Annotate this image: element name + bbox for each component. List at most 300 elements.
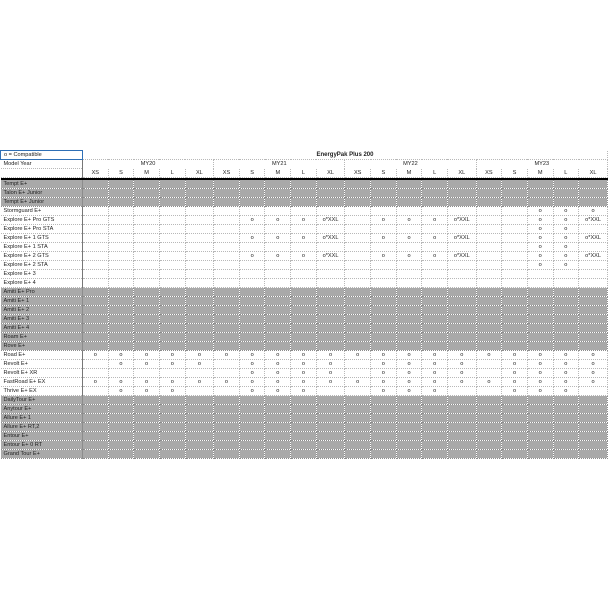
- compat-cell[interactable]: o: [265, 216, 291, 225]
- model-name-cell[interactable]: Explore E+ 2 GTS: [1, 252, 83, 261]
- compat-cell[interactable]: [291, 306, 317, 315]
- compat-cell[interactable]: [476, 252, 502, 261]
- compat-cell[interactable]: [214, 441, 240, 450]
- compat-cell[interactable]: o*XXL: [316, 252, 345, 261]
- compat-cell[interactable]: [502, 180, 528, 189]
- compat-cell[interactable]: [82, 333, 108, 342]
- compat-cell[interactable]: [476, 306, 502, 315]
- compat-cell[interactable]: [108, 243, 134, 252]
- compat-cell[interactable]: [579, 387, 608, 396]
- compat-cell[interactable]: [579, 279, 608, 288]
- compat-cell[interactable]: [82, 225, 108, 234]
- compat-cell[interactable]: [214, 252, 240, 261]
- compat-cell[interactable]: o: [239, 378, 265, 387]
- compat-cell[interactable]: [447, 432, 476, 441]
- model-name-cell[interactable]: Amiti E+ 3: [1, 315, 83, 324]
- compat-cell[interactable]: [476, 342, 502, 351]
- compat-cell[interactable]: [214, 369, 240, 378]
- compat-cell[interactable]: [502, 441, 528, 450]
- compat-cell[interactable]: o: [291, 234, 317, 243]
- compat-cell[interactable]: o: [371, 369, 397, 378]
- compat-cell[interactable]: [502, 324, 528, 333]
- compat-cell[interactable]: [502, 216, 528, 225]
- compat-cell[interactable]: o: [527, 369, 553, 378]
- model-name-cell[interactable]: Amiti E+ Pro: [1, 288, 83, 297]
- model-name-cell[interactable]: Explore E+ 3: [1, 270, 83, 279]
- model-name-cell[interactable]: DailyTour E+: [1, 396, 83, 405]
- model-name-cell[interactable]: Entour E+: [1, 432, 83, 441]
- compat-cell[interactable]: [579, 315, 608, 324]
- compat-cell[interactable]: [291, 342, 317, 351]
- compat-cell[interactable]: o: [291, 351, 317, 360]
- size-header-cell[interactable]: L: [159, 169, 185, 178]
- compat-cell[interactable]: o: [422, 369, 448, 378]
- compat-cell[interactable]: [345, 369, 371, 378]
- compat-cell[interactable]: [316, 324, 345, 333]
- compat-cell[interactable]: [185, 243, 214, 252]
- compat-cell[interactable]: o: [502, 360, 528, 369]
- compat-cell[interactable]: [239, 315, 265, 324]
- compat-cell[interactable]: [476, 243, 502, 252]
- compat-cell[interactable]: [553, 405, 579, 414]
- compat-cell[interactable]: [265, 270, 291, 279]
- compat-cell[interactable]: [396, 441, 422, 450]
- compat-cell[interactable]: [396, 189, 422, 198]
- compat-cell[interactable]: [185, 288, 214, 297]
- compat-cell[interactable]: [476, 405, 502, 414]
- compat-cell[interactable]: [345, 180, 371, 189]
- compat-cell[interactable]: o*XXL: [579, 216, 608, 225]
- compat-cell[interactable]: [476, 180, 502, 189]
- compat-cell[interactable]: [553, 279, 579, 288]
- compat-cell[interactable]: [159, 207, 185, 216]
- compat-cell[interactable]: [476, 423, 502, 432]
- compat-cell[interactable]: o: [108, 360, 134, 369]
- compat-cell[interactable]: o: [159, 378, 185, 387]
- compat-cell[interactable]: [82, 234, 108, 243]
- compat-cell[interactable]: [579, 288, 608, 297]
- compat-cell[interactable]: [185, 306, 214, 315]
- year-my21[interactable]: MY21: [214, 160, 345, 169]
- compat-cell[interactable]: o*XXL: [316, 216, 345, 225]
- compat-cell[interactable]: [134, 432, 160, 441]
- compat-cell[interactable]: [371, 405, 397, 414]
- compat-cell[interactable]: [345, 189, 371, 198]
- compat-cell[interactable]: [159, 288, 185, 297]
- compat-cell[interactable]: [134, 198, 160, 207]
- compat-cell[interactable]: [579, 261, 608, 270]
- compat-cell[interactable]: o: [553, 243, 579, 252]
- compat-cell[interactable]: [502, 270, 528, 279]
- compat-cell[interactable]: [371, 180, 397, 189]
- compat-cell[interactable]: [316, 225, 345, 234]
- compat-cell[interactable]: [291, 207, 317, 216]
- compat-cell[interactable]: [291, 261, 317, 270]
- compat-cell[interactable]: [447, 333, 476, 342]
- compat-cell[interactable]: o: [422, 252, 448, 261]
- compat-cell[interactable]: [527, 441, 553, 450]
- compat-cell[interactable]: [134, 297, 160, 306]
- compat-cell[interactable]: [82, 306, 108, 315]
- compat-cell[interactable]: [345, 261, 371, 270]
- compat-cell[interactable]: [422, 270, 448, 279]
- compat-cell[interactable]: [502, 333, 528, 342]
- compat-cell[interactable]: [476, 414, 502, 423]
- compat-cell[interactable]: [291, 432, 317, 441]
- compat-cell[interactable]: [553, 342, 579, 351]
- compat-cell[interactable]: o*XXL: [447, 216, 476, 225]
- compat-cell[interactable]: [553, 450, 579, 459]
- compat-cell[interactable]: [476, 387, 502, 396]
- model-name-cell[interactable]: Tempt E+ Junior: [1, 198, 83, 207]
- compat-cell[interactable]: o: [553, 225, 579, 234]
- compat-cell[interactable]: o: [239, 351, 265, 360]
- compat-cell[interactable]: [371, 261, 397, 270]
- compat-cell[interactable]: [265, 297, 291, 306]
- compat-cell[interactable]: [396, 297, 422, 306]
- compat-cell[interactable]: o: [371, 252, 397, 261]
- compat-cell[interactable]: o: [134, 378, 160, 387]
- compat-cell[interactable]: [447, 423, 476, 432]
- compat-cell[interactable]: [553, 324, 579, 333]
- compat-cell[interactable]: [447, 198, 476, 207]
- model-name-cell[interactable]: Explore E+ 2 STA: [1, 261, 83, 270]
- size-header-cell[interactable]: L: [291, 169, 317, 178]
- size-header-cell[interactable]: S: [108, 169, 134, 178]
- compat-cell[interactable]: [502, 414, 528, 423]
- compat-cell[interactable]: o: [502, 387, 528, 396]
- compat-cell[interactable]: [291, 414, 317, 423]
- compat-cell[interactable]: [239, 423, 265, 432]
- compat-cell[interactable]: o: [396, 216, 422, 225]
- compat-cell[interactable]: [108, 432, 134, 441]
- compat-cell[interactable]: [396, 423, 422, 432]
- compat-cell[interactable]: [159, 198, 185, 207]
- compat-cell[interactable]: [214, 297, 240, 306]
- compat-cell[interactable]: [422, 279, 448, 288]
- compat-cell[interactable]: [108, 441, 134, 450]
- compat-cell[interactable]: [108, 198, 134, 207]
- compat-cell[interactable]: [239, 198, 265, 207]
- compat-cell[interactable]: [82, 432, 108, 441]
- compat-cell[interactable]: o: [291, 369, 317, 378]
- compat-cell[interactable]: [108, 207, 134, 216]
- compat-cell[interactable]: [134, 243, 160, 252]
- compat-cell[interactable]: [159, 234, 185, 243]
- compat-cell[interactable]: [316, 198, 345, 207]
- compat-cell[interactable]: [134, 369, 160, 378]
- compat-cell[interactable]: [345, 441, 371, 450]
- compat-cell[interactable]: [553, 333, 579, 342]
- compat-cell[interactable]: o: [396, 378, 422, 387]
- compat-cell[interactable]: [214, 387, 240, 396]
- compat-cell[interactable]: [422, 315, 448, 324]
- compat-cell[interactable]: [527, 306, 553, 315]
- compat-cell[interactable]: o: [527, 387, 553, 396]
- compat-cell[interactable]: [502, 288, 528, 297]
- compat-cell[interactable]: [214, 216, 240, 225]
- compat-cell[interactable]: [214, 396, 240, 405]
- compat-cell[interactable]: [371, 450, 397, 459]
- compat-cell[interactable]: [265, 306, 291, 315]
- compat-cell[interactable]: [214, 198, 240, 207]
- compat-cell[interactable]: o: [579, 369, 608, 378]
- compat-cell[interactable]: [502, 234, 528, 243]
- compat-cell[interactable]: [345, 315, 371, 324]
- size-header-cell[interactable]: M: [134, 169, 160, 178]
- compat-cell[interactable]: [447, 270, 476, 279]
- compat-cell[interactable]: [579, 441, 608, 450]
- compat-cell[interactable]: [214, 279, 240, 288]
- compat-cell[interactable]: [159, 450, 185, 459]
- compat-cell[interactable]: [239, 279, 265, 288]
- compat-cell[interactable]: [502, 432, 528, 441]
- compat-cell[interactable]: [553, 396, 579, 405]
- compat-cell[interactable]: [159, 225, 185, 234]
- compat-cell[interactable]: [185, 261, 214, 270]
- compat-cell[interactable]: [108, 270, 134, 279]
- compat-cell[interactable]: [527, 270, 553, 279]
- compat-cell[interactable]: [108, 180, 134, 189]
- compat-cell[interactable]: o: [291, 252, 317, 261]
- compat-cell[interactable]: [579, 414, 608, 423]
- compat-cell[interactable]: [527, 180, 553, 189]
- compat-cell[interactable]: [134, 333, 160, 342]
- model-name-cell[interactable]: Anytour E+: [1, 405, 83, 414]
- compat-cell[interactable]: [239, 405, 265, 414]
- compat-cell[interactable]: [316, 315, 345, 324]
- compat-cell[interactable]: [185, 234, 214, 243]
- compat-cell[interactable]: [527, 432, 553, 441]
- compat-cell[interactable]: [185, 387, 214, 396]
- compat-cell[interactable]: [579, 270, 608, 279]
- model-name-cell[interactable]: Amiti E+ 4: [1, 324, 83, 333]
- compat-cell[interactable]: [371, 423, 397, 432]
- compat-cell[interactable]: [502, 279, 528, 288]
- compat-cell[interactable]: [345, 306, 371, 315]
- compat-cell[interactable]: o: [108, 351, 134, 360]
- compat-cell[interactable]: [214, 342, 240, 351]
- compat-cell[interactable]: [345, 324, 371, 333]
- compat-cell[interactable]: [291, 270, 317, 279]
- compat-cell[interactable]: [108, 324, 134, 333]
- compat-cell[interactable]: [159, 369, 185, 378]
- compat-cell[interactable]: [527, 414, 553, 423]
- compat-cell[interactable]: [82, 369, 108, 378]
- compat-cell[interactable]: [579, 405, 608, 414]
- compat-cell[interactable]: [579, 243, 608, 252]
- compat-cell[interactable]: [316, 396, 345, 405]
- compat-cell[interactable]: o: [291, 387, 317, 396]
- model-name-cell[interactable]: Explore E+ 1 STA: [1, 243, 83, 252]
- compat-cell[interactable]: [316, 432, 345, 441]
- compat-cell[interactable]: [185, 315, 214, 324]
- compat-cell[interactable]: o: [345, 351, 371, 360]
- compat-cell[interactable]: [239, 342, 265, 351]
- model-name-cell[interactable]: Stormguard E+: [1, 207, 83, 216]
- compat-cell[interactable]: [396, 324, 422, 333]
- compat-cell[interactable]: o: [239, 387, 265, 396]
- compat-cell[interactable]: o: [447, 369, 476, 378]
- compat-cell[interactable]: o: [422, 387, 448, 396]
- compat-cell[interactable]: [185, 180, 214, 189]
- compat-cell[interactable]: [214, 324, 240, 333]
- compat-cell[interactable]: [579, 432, 608, 441]
- size-header-cell[interactable]: S: [502, 169, 528, 178]
- compat-cell[interactable]: [214, 432, 240, 441]
- compat-cell[interactable]: [396, 396, 422, 405]
- compat-cell[interactable]: o: [265, 387, 291, 396]
- compat-cell[interactable]: o: [553, 378, 579, 387]
- compat-cell[interactable]: [579, 423, 608, 432]
- compat-cell[interactable]: [82, 180, 108, 189]
- compat-cell[interactable]: [476, 315, 502, 324]
- compat-cell[interactable]: o: [371, 387, 397, 396]
- compat-cell[interactable]: o: [239, 369, 265, 378]
- compat-cell[interactable]: o: [396, 252, 422, 261]
- compat-cell[interactable]: [422, 261, 448, 270]
- compat-cell[interactable]: [476, 225, 502, 234]
- compat-cell[interactable]: o: [316, 351, 345, 360]
- compat-cell[interactable]: [185, 207, 214, 216]
- compat-cell[interactable]: [371, 297, 397, 306]
- compat-cell[interactable]: [239, 450, 265, 459]
- compat-cell[interactable]: [396, 414, 422, 423]
- compat-cell[interactable]: [316, 279, 345, 288]
- compat-cell[interactable]: [371, 306, 397, 315]
- compat-cell[interactable]: [214, 405, 240, 414]
- model-name-cell[interactable]: Thrive E+ EX: [1, 387, 83, 396]
- size-header-blank[interactable]: [1, 169, 83, 178]
- compat-cell[interactable]: [265, 396, 291, 405]
- compat-cell[interactable]: [134, 207, 160, 216]
- compat-cell[interactable]: o: [265, 360, 291, 369]
- compat-cell[interactable]: [345, 414, 371, 423]
- compat-cell[interactable]: o: [239, 234, 265, 243]
- compat-cell[interactable]: [476, 198, 502, 207]
- compat-cell[interactable]: [291, 405, 317, 414]
- compat-cell[interactable]: [527, 450, 553, 459]
- compat-cell[interactable]: o*XXL: [579, 234, 608, 243]
- compat-cell[interactable]: o: [447, 360, 476, 369]
- compat-cell[interactable]: [502, 189, 528, 198]
- compat-cell[interactable]: [159, 180, 185, 189]
- compat-cell[interactable]: [345, 243, 371, 252]
- compat-cell[interactable]: o: [553, 234, 579, 243]
- compat-cell[interactable]: [134, 414, 160, 423]
- compat-cell[interactable]: [579, 297, 608, 306]
- compat-cell[interactable]: [345, 423, 371, 432]
- size-header-cell[interactable]: XS: [476, 169, 502, 178]
- compat-cell[interactable]: [422, 189, 448, 198]
- compat-cell[interactable]: o: [291, 216, 317, 225]
- compat-cell[interactable]: o: [82, 351, 108, 360]
- compat-cell[interactable]: [422, 333, 448, 342]
- compat-cell[interactable]: [476, 261, 502, 270]
- model-name-cell[interactable]: Explore E+ Pro STA: [1, 225, 83, 234]
- compat-cell[interactable]: [579, 189, 608, 198]
- compat-cell[interactable]: [502, 423, 528, 432]
- compat-cell[interactable]: [108, 333, 134, 342]
- compat-cell[interactable]: [185, 450, 214, 459]
- compat-cell[interactable]: [265, 414, 291, 423]
- compat-cell[interactable]: [159, 306, 185, 315]
- compat-cell[interactable]: o: [316, 369, 345, 378]
- compat-cell[interactable]: [345, 342, 371, 351]
- compat-cell[interactable]: [214, 315, 240, 324]
- compat-cell[interactable]: [82, 315, 108, 324]
- compat-cell[interactable]: [265, 315, 291, 324]
- compat-cell[interactable]: [447, 450, 476, 459]
- compat-cell[interactable]: [316, 333, 345, 342]
- size-header-cell[interactable]: XL: [185, 169, 214, 178]
- compat-cell[interactable]: [422, 306, 448, 315]
- compat-cell[interactable]: o: [553, 216, 579, 225]
- model-name-cell[interactable]: FastRoad E+ EX: [1, 378, 83, 387]
- compat-cell[interactable]: o: [371, 378, 397, 387]
- compat-cell[interactable]: [82, 261, 108, 270]
- compat-cell[interactable]: [265, 207, 291, 216]
- size-header-cell[interactable]: L: [422, 169, 448, 178]
- model-year-label[interactable]: Model Year: [1, 160, 83, 169]
- model-name-cell[interactable]: Grand Tour E+: [1, 450, 83, 459]
- compat-cell[interactable]: [476, 396, 502, 405]
- compat-cell[interactable]: [159, 270, 185, 279]
- compat-cell[interactable]: [159, 252, 185, 261]
- compat-cell[interactable]: o: [265, 378, 291, 387]
- size-header-cell[interactable]: XL: [316, 169, 345, 178]
- compat-cell[interactable]: [527, 342, 553, 351]
- size-header-cell[interactable]: XS: [82, 169, 108, 178]
- size-header-cell[interactable]: XS: [345, 169, 371, 178]
- compat-cell[interactable]: [447, 396, 476, 405]
- compat-cell[interactable]: o: [527, 216, 553, 225]
- compat-cell[interactable]: [108, 306, 134, 315]
- compat-cell[interactable]: [214, 261, 240, 270]
- compat-cell[interactable]: [291, 396, 317, 405]
- compat-cell[interactable]: [476, 216, 502, 225]
- compat-cell[interactable]: [553, 198, 579, 207]
- compat-cell[interactable]: o: [371, 351, 397, 360]
- compat-cell[interactable]: [239, 432, 265, 441]
- compat-cell[interactable]: [396, 315, 422, 324]
- compat-cell[interactable]: [265, 189, 291, 198]
- compat-cell[interactable]: [422, 450, 448, 459]
- compat-cell[interactable]: o: [371, 360, 397, 369]
- compat-cell[interactable]: [108, 216, 134, 225]
- compat-cell[interactable]: [447, 441, 476, 450]
- compat-cell[interactable]: [476, 234, 502, 243]
- compat-cell[interactable]: [396, 243, 422, 252]
- compat-cell[interactable]: [345, 450, 371, 459]
- compat-cell[interactable]: [108, 450, 134, 459]
- compat-cell[interactable]: o: [239, 360, 265, 369]
- compat-cell[interactable]: [371, 414, 397, 423]
- compat-cell[interactable]: [316, 450, 345, 459]
- year-my23[interactable]: MY23: [476, 160, 607, 169]
- compat-cell[interactable]: [345, 270, 371, 279]
- compat-cell[interactable]: [239, 297, 265, 306]
- compat-cell[interactable]: o: [553, 207, 579, 216]
- compat-cell[interactable]: o: [502, 378, 528, 387]
- compat-cell[interactable]: [371, 396, 397, 405]
- compat-cell[interactable]: [579, 198, 608, 207]
- model-name-cell[interactable]: Revolt E+ XR: [1, 369, 83, 378]
- compat-cell[interactable]: [527, 297, 553, 306]
- compat-cell[interactable]: [82, 270, 108, 279]
- compat-cell[interactable]: [82, 441, 108, 450]
- compat-cell[interactable]: [134, 189, 160, 198]
